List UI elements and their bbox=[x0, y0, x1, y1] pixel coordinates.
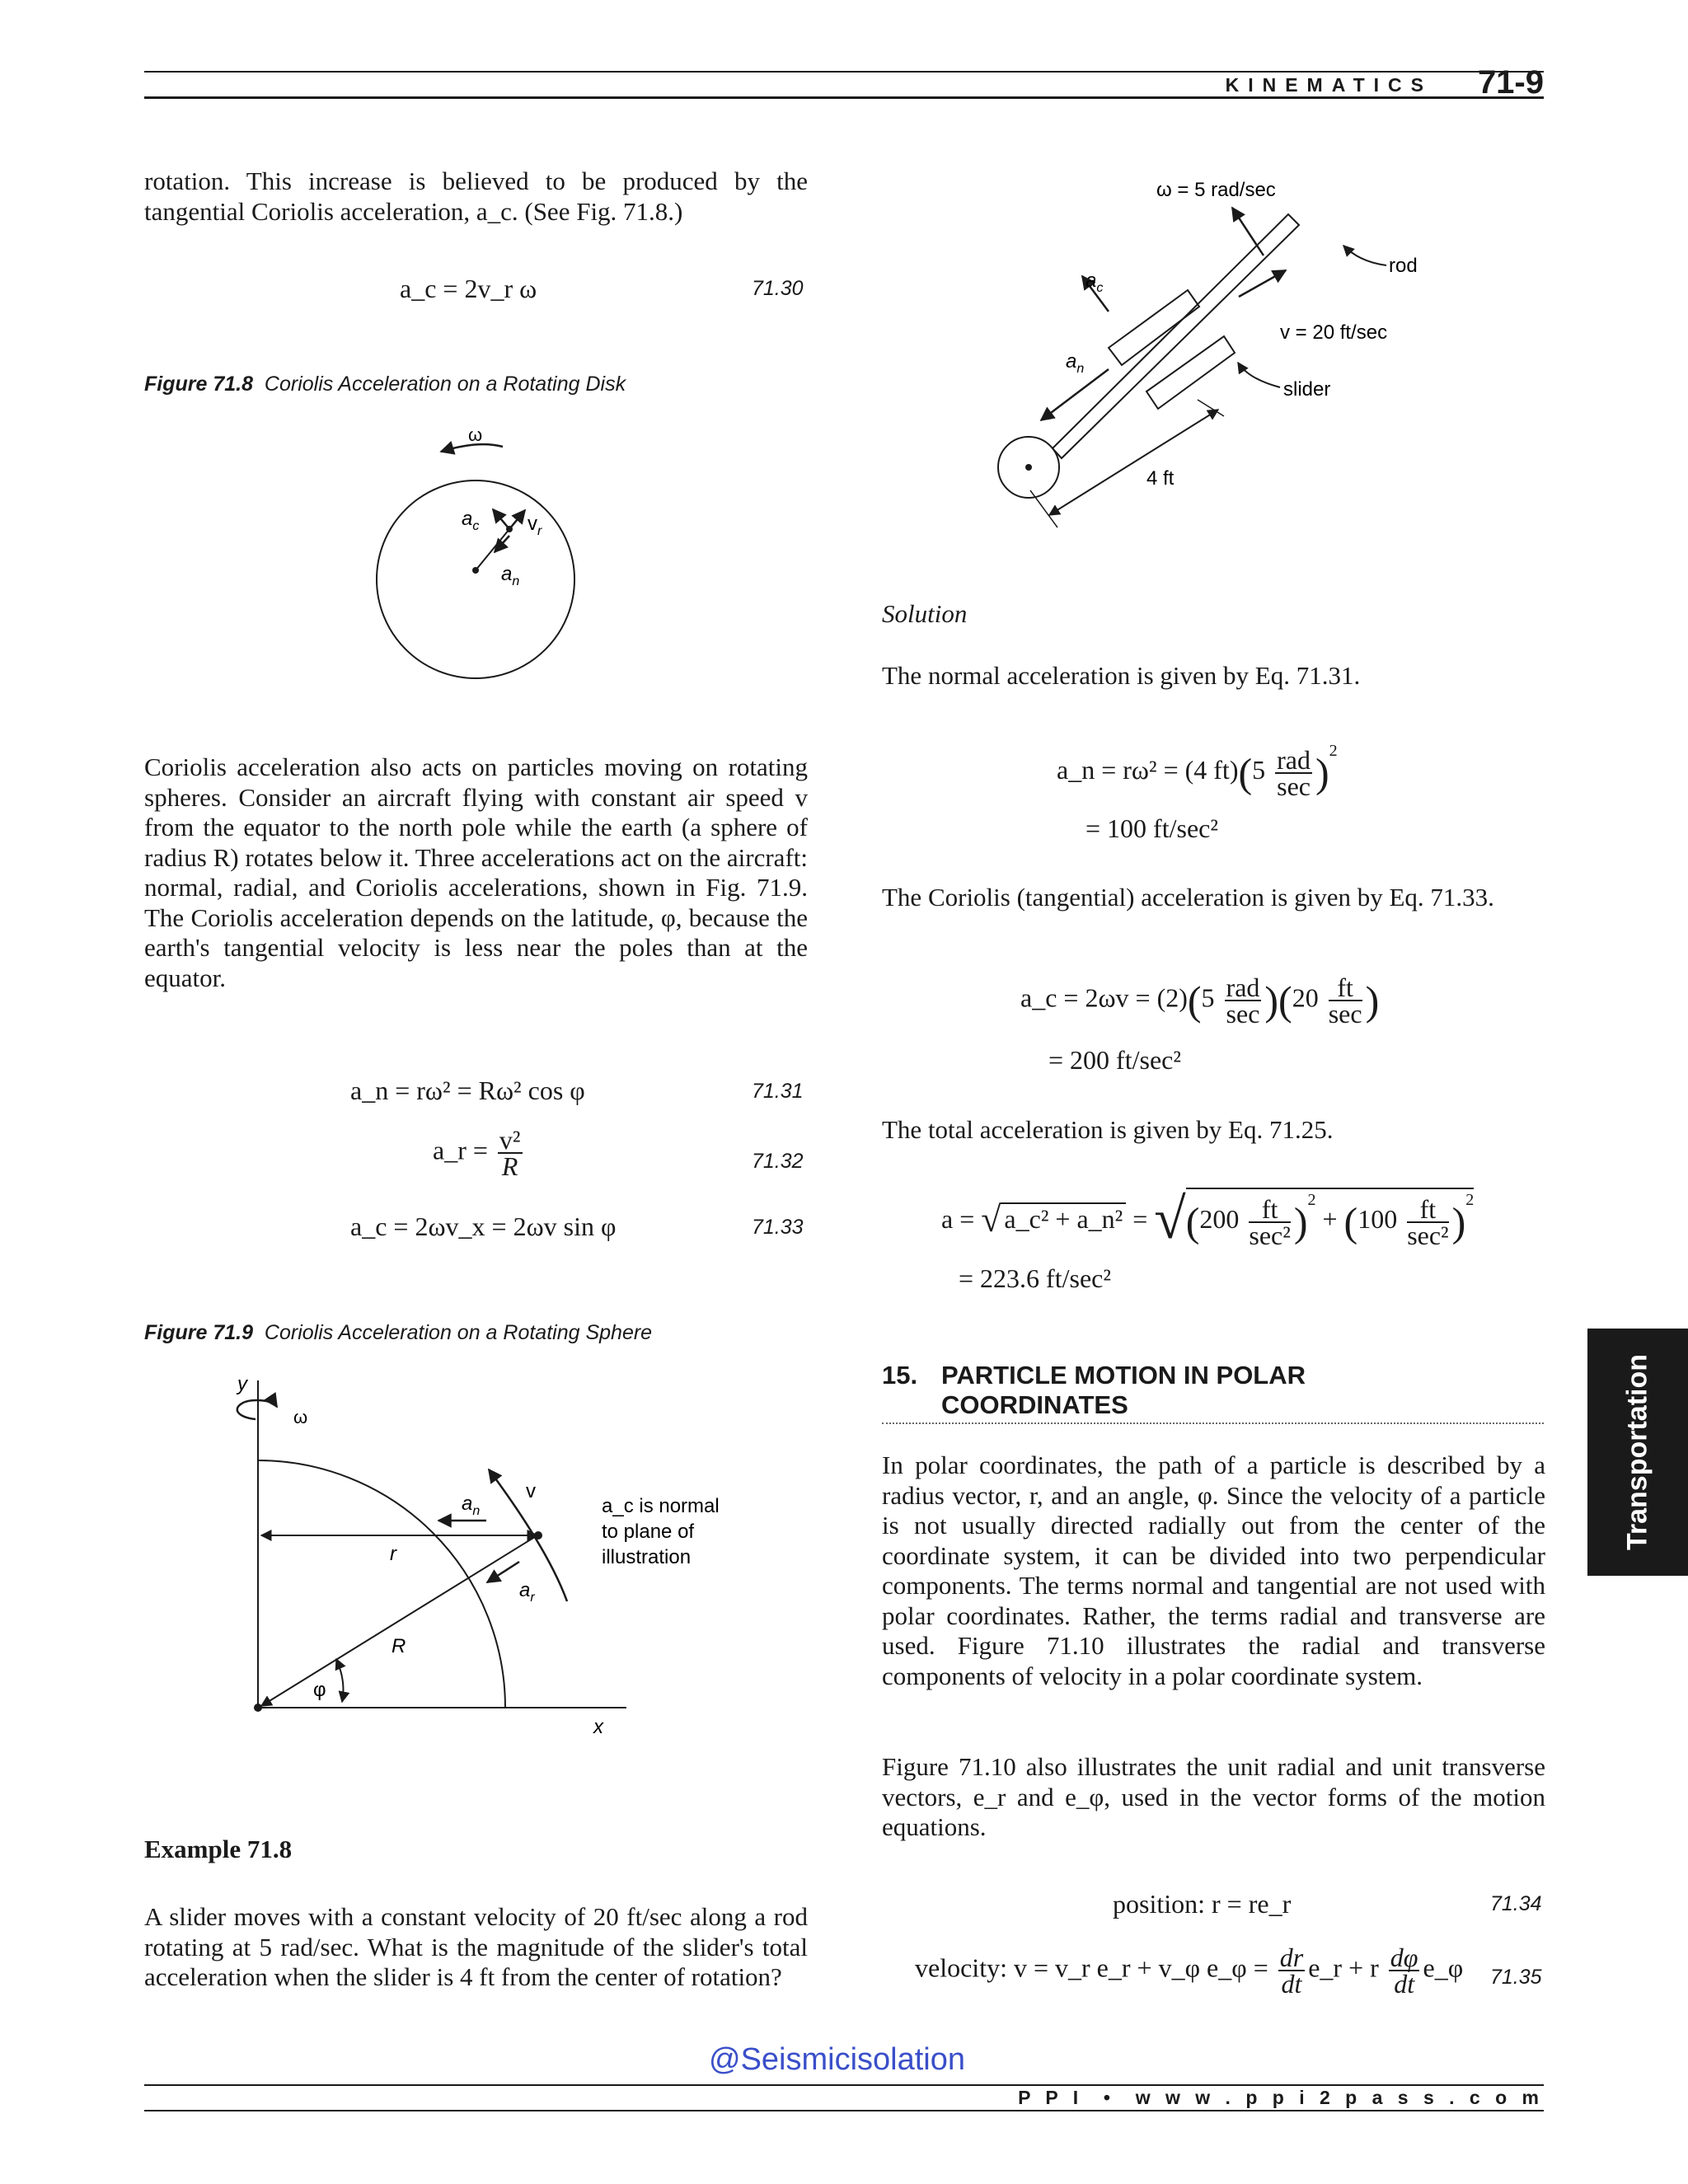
equation-number-71-34: 71.34 bbox=[1490, 1892, 1542, 1915]
section-title-line-1: PARTICLE MOTION IN POLAR bbox=[941, 1361, 1306, 1390]
rod bbox=[1053, 214, 1299, 458]
x-axis-label: x bbox=[593, 1716, 603, 1738]
rod-leader bbox=[1343, 246, 1386, 265]
note-line-2: to plane of bbox=[602, 1521, 695, 1543]
slider-label: slider bbox=[1283, 378, 1331, 401]
rotation-arrow bbox=[237, 1400, 277, 1419]
an-label: $a_n$ bbox=[1066, 350, 1085, 376]
note-line-1: a_c is normal bbox=[602, 1495, 720, 1517]
intro-text: rotation. This increase is believed to be produced by the tangential Coriolis acceleration, a_c. (See Fig. 71.8.) bbox=[144, 166, 808, 226]
vr-label: $v_r$ bbox=[528, 513, 542, 538]
polar-paragraph-1: In polar coordinates, the path of a particle is described by a radius vector, r, and an angle, φ. Since the velocity of a particle is not usually directed radially out from the center of the coordinate system, it can be divided into two perpendicular components. The terms normal and tangential are not used with polar coordinates. Rather, the terms radial and transverse are used. Figure 71.10 illustrates the radial and transverse components of velocity in a polar coordinate system. bbox=[882, 1451, 1545, 1690]
figure-71-8-caption: Figure 71.8 Coriolis Acceleration on a Rotating Disk bbox=[144, 373, 626, 396]
equation-71-32: a_r = $\frac{\text{v²}}{R}$ bbox=[433, 1125, 521, 1181]
disk-center bbox=[472, 567, 479, 574]
running-head: KINEMATICS bbox=[1225, 74, 1432, 96]
solution-line-1: The normal acceleration is given by Eq. 71.31. bbox=[882, 661, 1361, 690]
omega-arrow bbox=[441, 444, 503, 452]
disk-circle bbox=[377, 480, 574, 678]
an-arrow bbox=[1041, 369, 1109, 420]
solution-heading: Solution bbox=[882, 599, 968, 628]
ar-arrow bbox=[487, 1562, 519, 1582]
vr-arrow bbox=[509, 510, 525, 529]
footer-rule-bottom bbox=[144, 2110, 1544, 2111]
ac-arrow bbox=[493, 509, 509, 529]
omega-label: ω = 5 rad/sec bbox=[1156, 179, 1276, 201]
header-rule-bottom bbox=[144, 96, 1544, 99]
ac-label: $a_c$ bbox=[462, 508, 480, 533]
calc-normal-acceleration: a_n = rω² = (4 ft)(5 $\frac{\text{rad}}{\sec}$ )$^2$ bbox=[1057, 742, 1338, 801]
phi-label: φ bbox=[313, 1679, 326, 1701]
calc-coriolis-acceleration: a_c = 2ωv = (2)(5 $\frac{\text{rad}}{\sec}$ )(20 $\frac{ft}{\sec}$ ) bbox=[1020, 972, 1380, 1029]
R-dimension bbox=[261, 1535, 537, 1706]
side-tab-label: Transportation bbox=[1621, 1353, 1653, 1551]
an-label: $a_n$ bbox=[501, 563, 520, 588]
equation-71-30: a_c = 2v_r ω bbox=[400, 274, 537, 303]
equation-number-71-30: 71.30 bbox=[752, 277, 804, 300]
coriolis-sphere-paragraph: Coriolis acceleration also acts on particles moving on rotating spheres. Consider an aircraft flying with constant air speed v from the equator to the north pole while the earth (a sphere of radius R) rotates below it. Three accelerations act on the aircraft: normal, radial, and Coriolis accelerations, shown in Fig. 71.9. The Coriolis acceleration depends on the latitude, φ, because the earth's tangential velocity is less near the poles than at the equator. bbox=[144, 752, 808, 992]
origin-point bbox=[254, 1704, 262, 1712]
omega-arrow bbox=[1232, 208, 1264, 255]
header-rule-top bbox=[144, 71, 1544, 73]
equation-71-33: a_c = 2ωv_x = 2ωv sin φ bbox=[350, 1212, 617, 1241]
equation-number-71-31: 71.31 bbox=[752, 1080, 804, 1103]
omega-label: ω bbox=[468, 424, 483, 445]
figure-71-9-caption: Figure 71.9 Coriolis Acceleration on a Rotating Sphere bbox=[144, 1321, 653, 1344]
calc-total-acceleration: a = √ a_c² + a_n² = √(200 $\frac{ft}{\text{sec²}}$ )$^2$ + (100 $\frac{ft}{\text{sec²}}$ )$^2$ bbox=[941, 1188, 1475, 1251]
equation-number-71-32: 71.32 bbox=[752, 1150, 804, 1173]
page-number: 71-9 bbox=[1477, 64, 1544, 101]
intro-paragraph bbox=[144, 166, 808, 227]
equation-71-34: position: r = re_r bbox=[1113, 1889, 1292, 1919]
figure-71-9-diagram bbox=[214, 1372, 758, 1743]
calc-normal-result: = 100 ft/sec² bbox=[1085, 813, 1218, 843]
solution-line-2: The Coriolis (tangential) acceleration is given by Eq. 71.33. bbox=[882, 883, 1494, 912]
pivot-center bbox=[1025, 464, 1032, 471]
section-number: 15. bbox=[882, 1361, 918, 1390]
example-title: Example 71.8 bbox=[144, 1835, 293, 1863]
slider-rod-diagram bbox=[985, 165, 1447, 536]
y-axis-label: y bbox=[237, 1373, 247, 1395]
equation-71-31: a_n = rω² = Rω² cos φ bbox=[350, 1076, 585, 1105]
calc-total-result: = 223.6 ft/sec² bbox=[959, 1263, 1111, 1293]
omega-label: ω bbox=[293, 1407, 308, 1427]
R-label: R bbox=[392, 1635, 406, 1657]
rod-label: rod bbox=[1389, 255, 1418, 277]
watermark: @Seismicisolation bbox=[709, 2042, 966, 2077]
phi-arc bbox=[336, 1659, 343, 1702]
note-line-3: illustration bbox=[602, 1546, 692, 1568]
velocity-label: v = 20 ft/sec bbox=[1280, 321, 1388, 344]
solution-line-3: The total acceleration is given by Eq. 71.25. bbox=[882, 1115, 1334, 1144]
example-text: A slider moves with a constant velocity of 20 ft/sec along a rod rotating at 5 rad/sec. What is the magnitude of the slider's total acceleration when the slider is 4 ft from the center of rotation? bbox=[144, 1902, 808, 1991]
lower-slider bbox=[1146, 336, 1235, 409]
figure-71-8-diagram bbox=[363, 420, 593, 684]
footer-rule-top bbox=[144, 2084, 1544, 2086]
polar-paragraph-2: Figure 71.10 also illustrates the unit radial and unit transverse vectors, e_r and e_φ, used in the vector forms of the motion equations. bbox=[882, 1752, 1545, 1841]
slider-leader bbox=[1238, 363, 1280, 387]
footer-text: P P I • w w w . p p i 2 p a s s . c o m bbox=[1018, 2087, 1544, 2108]
distance-label: 4 ft bbox=[1146, 467, 1175, 490]
section-dotted-rule bbox=[882, 1422, 1544, 1424]
upper-slider bbox=[1109, 290, 1199, 365]
velocity-arrow bbox=[1239, 270, 1286, 297]
equation-number-71-33: 71.33 bbox=[752, 1216, 804, 1239]
section-side-tab bbox=[1587, 1329, 1688, 1576]
ar-label: $a_r$ bbox=[519, 1579, 535, 1605]
equation-number-71-35: 71.35 bbox=[1490, 1966, 1542, 1989]
v-label: v bbox=[526, 1480, 536, 1502]
ac-label: $a_c$ bbox=[1085, 269, 1104, 295]
r-label: r bbox=[390, 1543, 396, 1565]
calc-coriolis-result: = 200 ft/sec² bbox=[1048, 1045, 1181, 1075]
section-title-line-2: COORDINATES bbox=[941, 1390, 1128, 1419]
equation-71-35: velocity: v = v_r e_r + v_φ e_φ = $\frac{dr}{dt}$ e_r + r $\frac{d\varphi}{dt}$ e_φ bbox=[915, 1943, 1464, 1999]
an-label: $a_n$ bbox=[462, 1493, 481, 1518]
dim-tick-left bbox=[1030, 490, 1057, 527]
